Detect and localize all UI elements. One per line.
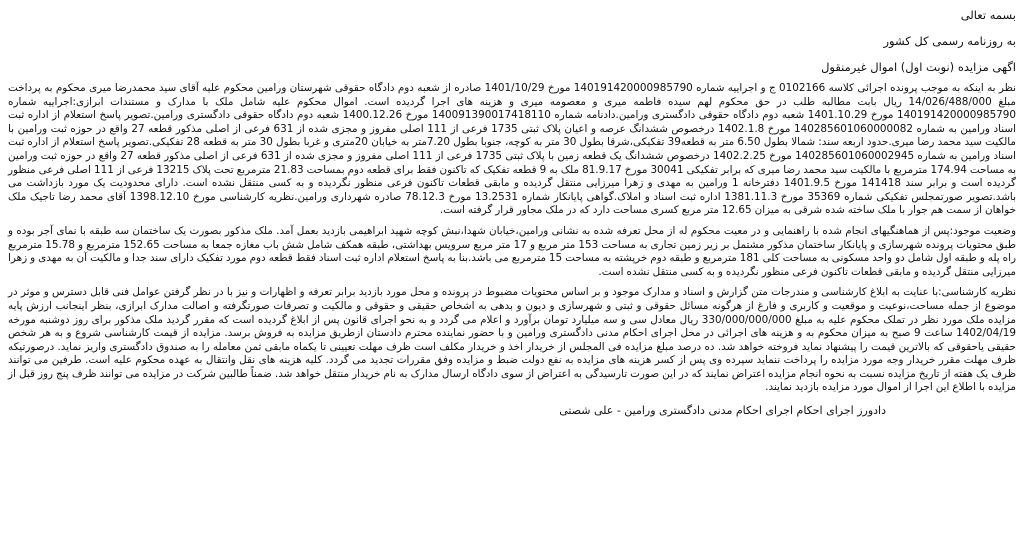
- expert-opinion-paragraph: نظریه کارشناسی:با عنایت به ابلاغ کارشناسی و مندرجات متن گزارش و اسناد و مدارک موجود و بر اساس محتویات مضبوط در پرونده و محل مورد بازدید برابر تعرفه و اظهارات و نیز با در نظر گرفتن عوامل فنی قابل دسترس و موثر در موضوع از جمله مساحت،نوعیت و موقعیت و کاربری و فارغ از هرگونه مسائل حقوقی و ثبتی و شهرسازی و دیون و بدهی به اشخاص حقیقی و حقوقی و مالکیت و تصرفات صورتگرفته و اصالت مدارک ابرازی، بنظر اینجانب ارزش پایه مزایده ملک مورد نظر در تملک محکوم علیه به مبلغ 330/000/000/000 ریال معادل سی و سه میلیارد تومان برآورد و اعلام می گردد و به نحو اجرای قانون پس از ابلاغ گردیده است که مقرر گردید ملک مذکور برای روز دوشنبه مورخه 1402/04/19 ساعت 9 صبح به میزان محکوم به و هزینه های اجرائی در محل اجرای احکام مدنی دادگستری ورامین و با حضور نماینده محترم دادستان ازطریق مزایده به فروش برسد. مزایده از قیمت کارشناسی شروع و به هر شخص حقیقی یاحقوقی که بالاترین قیمت را پیشنهاد نماید فروخته خواهد شد. ده درصد مبلغ مزایده فی المجلس از خریدار اخذ و خریدار مکلف است ظرف مهلت تعیینی تا یکماه مابقی ثمن معامله را به صندوق دادگستری واریز نماید. درصورتیکه ظرف مهلت مقرر خریدار وجه مورد مزایده را پرداخت ننماید سپرده وی پس از کسر هزینه های مزایده به نفع دولت ضبط و مزایده وفق مقررات تجدید می گردد. کلیه هزینه های نقل وانتقال به عهده محکوم علیه است. طرفین می توانند ظرف یک هفته از تاریخ مزایده نسبت به نحوه انجام مزایده اعتراض نمایند که در این صورت تارسیدگی به اعتراض از سوی دادگاه ارسال مدارک به نام خریدار منتقل خواهد شد. ضمناً طالبین شرکت در مزایده می توانند ظرف پنج روز قبل از مزایده با اطلاع این اجرا از اموال مورد مزایده بازدید نمایند.: [8, 286, 1016, 394]
- basmala-heading: بسمه تعالی: [960, 8, 1016, 22]
- case-details-paragraph: نظر به اینکه به موجب پرونده اجرائی کلاسه 0102166 ج و اجراییه شماره 140191420000985790 مورخ 1401/10/29 صادره از شعبه دوم دادگاه حقوقی شهرستان ورامین محکوم علیه آقای سید محمدرضا میری محکوم به پرداخت مبلغ 14/026/488/000 ریال بابت مطالبه طلب در حق محکوم لهم سیده فاطمه میری و معصومه میری و هزینه های اجرا گردیده است. اموال محکوم علیه شامل ملک با مدارک و مستندات ابرازی:اجراییه شماره 140191420000985790 مورخ 1401.10.29 شعبه دوم دادگاه حقوقی دادگستری ورامین.دادنامه شماره 140091390017418110 مورخ 1400.12.26 شعبه دوم دادگاه حقوقی دادگستری ورامین.تصویر پاسخ استعلام از اداره ثبت اسناد ورامین به شماره 140285601060000082 مورخ 1402.1.8 درخصوص ششدانگ عرصه و اعیان پلاک ثبتی 1735 فرعی از 111 اصلی مفروز و مجزی شده از 631 فرعی از اصلی مذکور قطعه 27 واقع در حوزه ثبت ورامین با مالکیت سید محمد رضا میری.حدود اربعه سند: شمالا بطول 6.50 متر به قطعه39 تفکیکی،شرقا بطول 30 متر به کوچه، جنوبا بطول 7.20متر به خیابان 20متری و غربا بطول 30 متر به قطعه 28 تفکیکی.تصویر پاسخ استعلام از اداره ثبت اسناد ورامین به شماره 140285601060002945 مورخ 1402.2.25 درخصوص ششدانگ یک قطعه زمین با پلاک ثبتی 1735 فرعی از 111 اصلی مفروز و مجزی شده از 631 فرعی از اصلی مذکور قطعه 27 واقع در حوزه ثبت ورامین به مساحت 174.94 مترمربع با مالکیت سید محمد رضا میری که برابر تفکیکی 30041 مورخ 81.9.17 ملک به 9 قطعه تفکیک که تاکنون فقط برای قطعه دوم بمساحت 21.83 مترمربع تحت پلاک 13215 فرعی از 111 اصلی فرعی منظور گردیده است و برابر سند 141418 مورخ 1401.9.5 دفترخانه 1 ورامین به مهدی و زهرا میرزایی منتقل گردیده و مابقی قطعات تاکنون فرعی منظور نگردیده و به کسی منتقل نشده است. دارای محدودیت یک مورد بازداشت می باشد.تصویر صورتمجلس تفکیکی شماره 35369 مورخ 1381.11.3 اداره ثبت اسناد و املاک.گواهی پایانکار شماره 13.2531 مورخ 78.12.3 صادره شهرداری ورامین.نظریه کارشناسی مورخ 1398.12.10 آقای محمد رضا تاجیک ملک خواهان از سمت هم جوار با ملک ساخته شده شرقی به میزان 12.65 متر مربع کسری مساحت دارد که در ملک مجاور قرار گرفته است.: [8, 82, 1017, 217]
- property-status-paragraph: وضعیت موجود:پس از هماهنگیهای انجام شده با راهنمایی و در معیت محکوم له از محل تعرفه شده به نشانی ورامین،خیابان شهدا،نبش کوچه شهید ابراهیمی بازدید بعمل آمد. ملک مذکور بصورت یک ساختمان سه طبقه با نمای آجر بوده و طبق محتویات پرونده شهرسازی و پایانکار ساختمان مذکور مشتمل بر زیر زمین تجاری به مساحت 153 متر مربع و 17 متر مربع سرویس بهداشتی، طبقه همکف شامل شش باب مغازه جمعا به مساحت 152.65 مترمربع و 15.78 مترمربع راه پله و طبقه اول شامل دو واحد مسکونی به مساحت کلی 181 مترمربع و طبقه دوم خرپشته به مساحت 15 مترمربع می باشد.بنا به پاسخ استعلام اداره ثبت اسناد فقط قطعه دوم مورد تفکیک دارای سند جدا و مالکیت آن به مهدی و زهرا میرزایی منتقل گردیده و مابقی قطعات تاکنون فرعی منظور نگردیده و به کسی منتقل نشده است.: [8, 224, 1017, 278]
- newspaper-addressee: به روزنامه رسمی کل کشور: [883, 34, 1016, 48]
- signature-line: دادورز اجرای احکام اجرای احکام مدنی دادگستری ورامین - علی شصتی: [559, 404, 886, 418]
- notice-title: اگهی مزایده (نوبت اول) اموال غیرمنقول: [821, 60, 1016, 74]
